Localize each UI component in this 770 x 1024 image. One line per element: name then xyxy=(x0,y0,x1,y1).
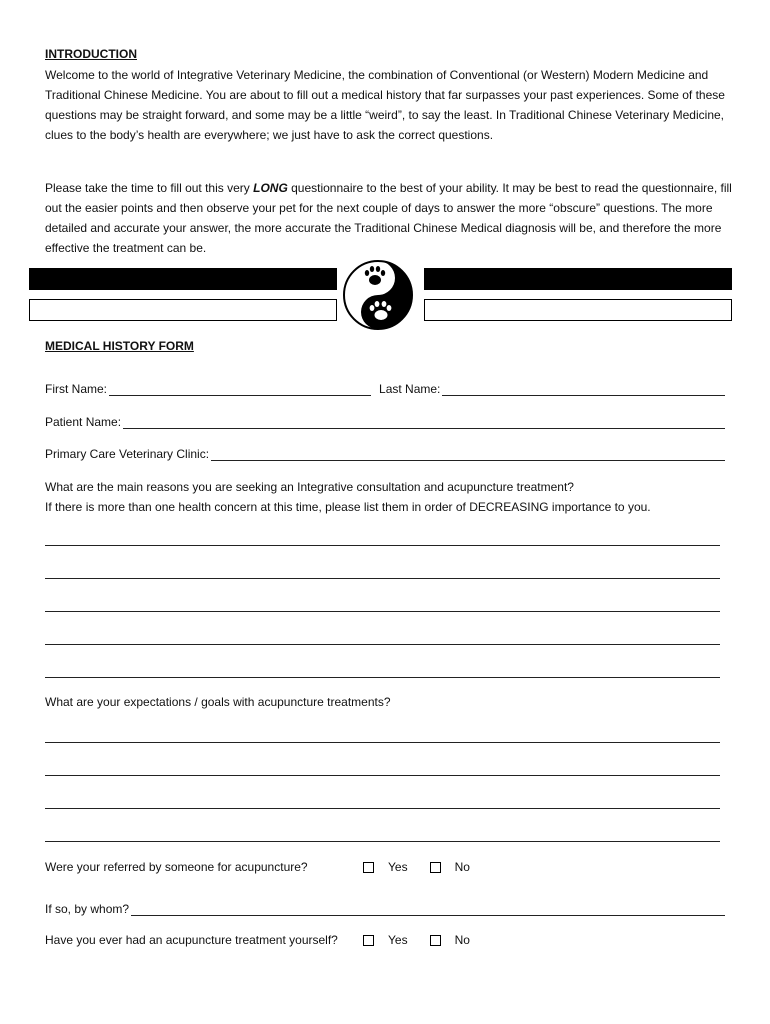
referred-no-label: No xyxy=(454,860,470,874)
clinic-field[interactable] xyxy=(211,448,725,461)
by-whom-label: If so, by whom? xyxy=(45,902,130,916)
name-row xyxy=(45,378,725,396)
own-treatment-yes-checkbox[interactable] xyxy=(363,935,374,946)
first-name-label: First Name: xyxy=(45,382,108,396)
expectations-line-3[interactable] xyxy=(45,807,720,809)
own-treatment-no-checkbox[interactable] xyxy=(430,935,441,946)
by-whom-row xyxy=(45,898,725,916)
right-black-bar xyxy=(424,268,732,290)
reasons-line-1[interactable] xyxy=(45,544,720,546)
referred-question: Were your referred by someone for acupuncture? xyxy=(45,860,308,874)
referred-yes-label: Yes xyxy=(388,860,408,874)
reasons-line-4[interactable] xyxy=(45,643,720,645)
referred-no-checkbox[interactable] xyxy=(430,862,441,873)
reasons-line-5[interactable] xyxy=(45,676,720,678)
clinic-label: Primary Care Veterinary Clinic: xyxy=(45,447,210,461)
by-whom-field[interactable] xyxy=(131,903,725,916)
patient-name-label: Patient Name: xyxy=(45,415,122,429)
yin-yang-paw-icon xyxy=(342,259,414,331)
expectations-question: What are your expectations / goals with acupuncture treatments? xyxy=(45,695,391,709)
reasons-block xyxy=(45,477,735,517)
left-black-bar xyxy=(29,268,337,290)
patient-name-row xyxy=(45,411,725,429)
last-name-field[interactable] xyxy=(442,383,725,396)
patient-name-field[interactable] xyxy=(123,416,725,429)
intro-paragraph-1: Welcome to the world of Integrative Veterinary Medicine, the combination of Conventional (or Western) Modern Medicine and Traditional Chinese Medicine. You are about to fill out a medical history that far surpasses your past experiences. Some of these questions may be straight forward, and some may be a little “weird”, to say the least. In Traditional Chinese Veterinary Medicine, clues to the body’s health are everywhere; we just have to ask the correct questions. xyxy=(45,68,725,142)
intro-paragraph-2: Please take the time to fill out this very LONG questionnaire to the best of your ability. It may be best to read the questionnaire, fill out the easier points and then observe your pet for the next couple of days to answer the more “obscure” questions. The more detailed and accurate your answer, the more accurate the Traditional Chinese Medical diagnosis will be, and therefore the more effective the treatment can be. xyxy=(45,181,732,255)
own-treatment-question: Have you ever had an acupuncture treatment yourself? xyxy=(45,933,338,947)
referred-yes-checkbox[interactable] xyxy=(363,862,374,873)
expectations-line-1[interactable] xyxy=(45,741,720,743)
long-emphasis: LONG xyxy=(253,181,288,195)
intro-heading: INTRODUCTION xyxy=(45,47,137,61)
own-treatment-yes-label: Yes xyxy=(388,933,408,947)
right-white-box xyxy=(424,299,732,321)
reasons-note: If there is more than one health concern at this time, please list them in order of DECREASING importance to you. xyxy=(45,500,651,514)
clinic-row xyxy=(45,443,725,461)
reasons-question: What are the main reasons you are seeking an Integrative consultation and acupuncture treatment? xyxy=(45,480,574,494)
expectations-line-4[interactable] xyxy=(45,840,720,842)
expectations-line-2[interactable] xyxy=(45,774,720,776)
last-name-label: Last Name: xyxy=(379,382,441,396)
first-name-field[interactable] xyxy=(109,383,371,396)
form-heading: MEDICAL HISTORY FORM xyxy=(45,339,194,353)
referred-row xyxy=(45,858,470,876)
reasons-line-2[interactable] xyxy=(45,577,720,579)
own-treatment-row xyxy=(45,931,470,949)
own-treatment-no-label: No xyxy=(454,933,470,947)
reasons-line-3[interactable] xyxy=(45,610,720,612)
left-white-box xyxy=(29,299,337,321)
